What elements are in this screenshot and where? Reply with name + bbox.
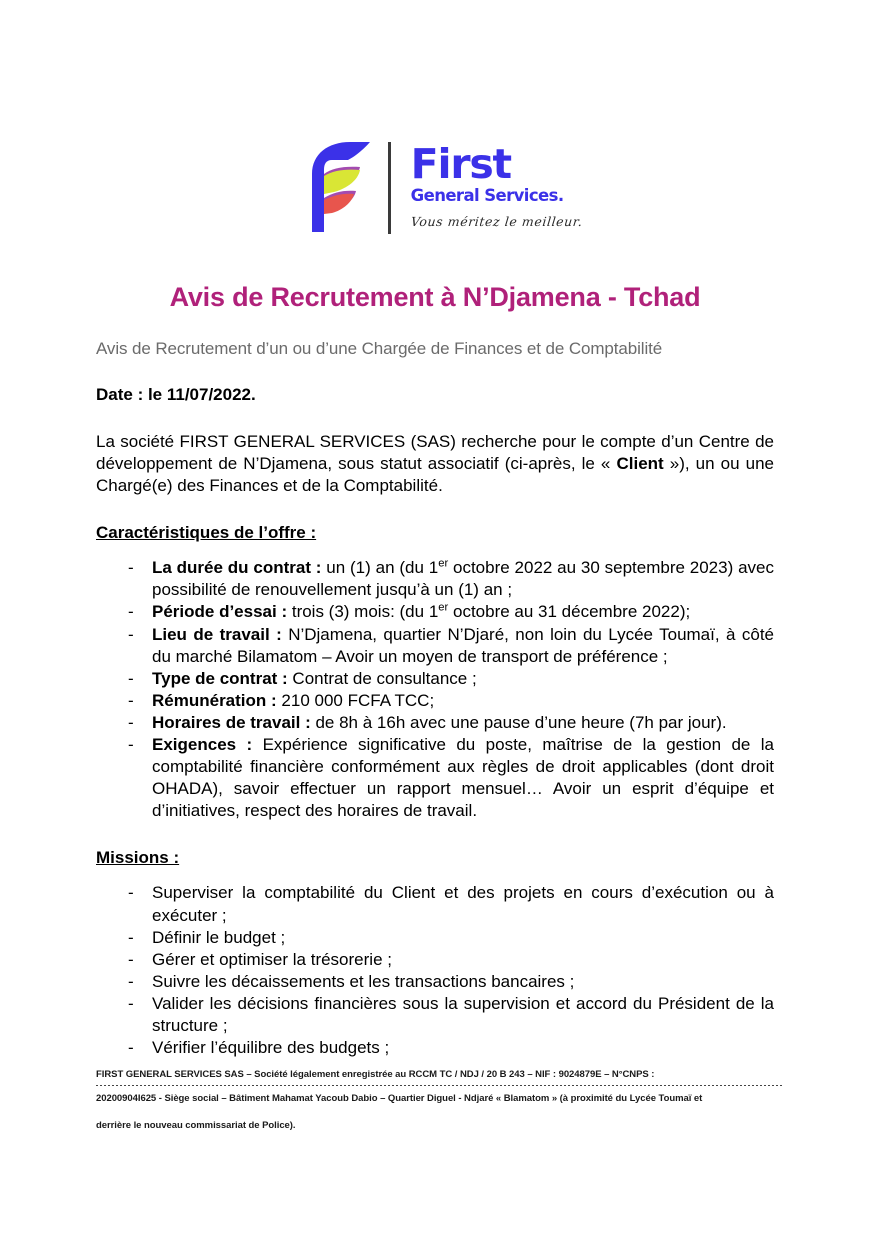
- footer-address-line-continued: derrière le nouveau commissariat de Police).: [96, 1119, 296, 1131]
- list-item: - Suivre les décaissements et les transactions bancaires ;: [96, 971, 774, 993]
- logo-tagline: Vous méritez le meilleur.: [409, 214, 584, 230]
- offer-item-text: 210 000 FCFA TCC;: [276, 690, 435, 710]
- intro-client-term: Client: [616, 454, 664, 474]
- offer-section-heading: Caractéristiques de l’offre :: [96, 523, 317, 543]
- offer-item-text-tail: octobre au 31 décembre 2022);: [448, 602, 691, 622]
- intro-paragraph: [96, 431, 774, 497]
- offer-item-text: Expérience significative du poste, maîtrise de la gestion de la comptabilité financière conformément aux règles de droit applicables (dont droit OHADA), savoir effectuer un rapport mensuel… Avoir un esprit d’équipe et d’initiatives, respect des horaires de travail.: [152, 735, 774, 821]
- intro-text-part2: »), un ou une Chargé(e) des Finances et de la Comptabilité.: [96, 454, 774, 496]
- offer-item-label: Rémunération :: [152, 690, 277, 710]
- footer-address-line: 20200904I625 - Siège social – Bâtiment Mahamat Yacoub Dabio – Quartier Diguel - Ndjaré « Blamatom » (à proximité du Lycée Toumaï et: [96, 1092, 703, 1104]
- offer-item-text: trois (3) mois: (du 1: [287, 602, 439, 622]
- list-item: - Valider les décisions financières sous la supervision et accord du Président de la structure ;: [96, 993, 774, 1037]
- page-subtitle: Avis de Recrutement d’un ou d’une Chargée de Finances et de Comptabilité: [96, 339, 663, 358]
- logo-brand-main: First: [410, 140, 511, 188]
- offer-item-text: un (1) an (du 1: [321, 558, 439, 578]
- logo-divider: [388, 142, 391, 234]
- missions-list: [96, 882, 774, 1059]
- footer-divider: [96, 1085, 782, 1086]
- offer-item-label: Horaires de travail :: [152, 712, 311, 732]
- offer-item-sup: er: [438, 557, 449, 570]
- offer-item-label: Lieu de travail :: [152, 624, 282, 644]
- list-item: [96, 690, 774, 712]
- list-item: - Vérifier l’équilibre des budgets ;: [96, 1037, 774, 1059]
- missions-section-heading: Missions :: [96, 848, 180, 868]
- date-line: Date : le 11/07/2022.: [96, 385, 256, 404]
- list-item: - Gérer et optimiser la trésorerie ;: [96, 949, 774, 971]
- offer-item-label: La durée du contrat :: [152, 558, 322, 578]
- page-footer: [96, 1070, 782, 1131]
- list-item: [96, 712, 774, 734]
- footer-registration-line: FIRST GENERAL SERVICES SAS – Société légalement enregistrée au RCCM TC / NDJ / 20 B 243 – NIF : 9024879E – N°CNPS :: [96, 1069, 655, 1080]
- intro-text-part1: La société FIRST GENERAL SERVICES (SAS) recherche pour le compte d’un Centre de développement de N’Djamena, sous statut associatif (ci-après, le «: [96, 432, 774, 474]
- logo-brand-sub: General Services.: [410, 186, 564, 206]
- list-item: [96, 601, 774, 623]
- offer-characteristics-list: [96, 557, 774, 822]
- offer-item-label: Période d’essai :: [152, 602, 288, 622]
- list-item: [96, 557, 774, 601]
- list-item: - Définir le budget ;: [96, 927, 774, 949]
- list-item: [96, 734, 774, 822]
- company-logo: [96, 0, 774, 234]
- list-item: [96, 668, 774, 690]
- list-item: [96, 624, 774, 668]
- offer-item-sup: er: [438, 601, 449, 614]
- offer-item-text: N’Djamena, quartier N’Djaré, non loin du Lycée Toumaï, à côté du marché Bilamatom – Avoir un moyen de transport de préférence ;: [152, 624, 774, 666]
- offer-item-text-tail: octobre 2022 au 30 septembre 2023) avec possibilité de renouvellement jusqu’à un (1) an ;: [152, 558, 774, 600]
- page-title: Avis de Recrutement à N’Djamena - Tchad: [169, 282, 701, 312]
- offer-item-text: de 8h à 16h avec une pause d’une heure (7h par jour).: [310, 712, 727, 732]
- offer-item-text: Contrat de consultance ;: [287, 668, 477, 688]
- first-general-services-f-logo-icon: [288, 140, 374, 232]
- offer-item-label: Exigences :: [152, 735, 253, 755]
- offer-item-label: Type de contrat :: [152, 668, 288, 688]
- list-item: - Superviser la comptabilité du Client et des projets en cours d’exécution ou à exécuter ;: [96, 882, 774, 926]
